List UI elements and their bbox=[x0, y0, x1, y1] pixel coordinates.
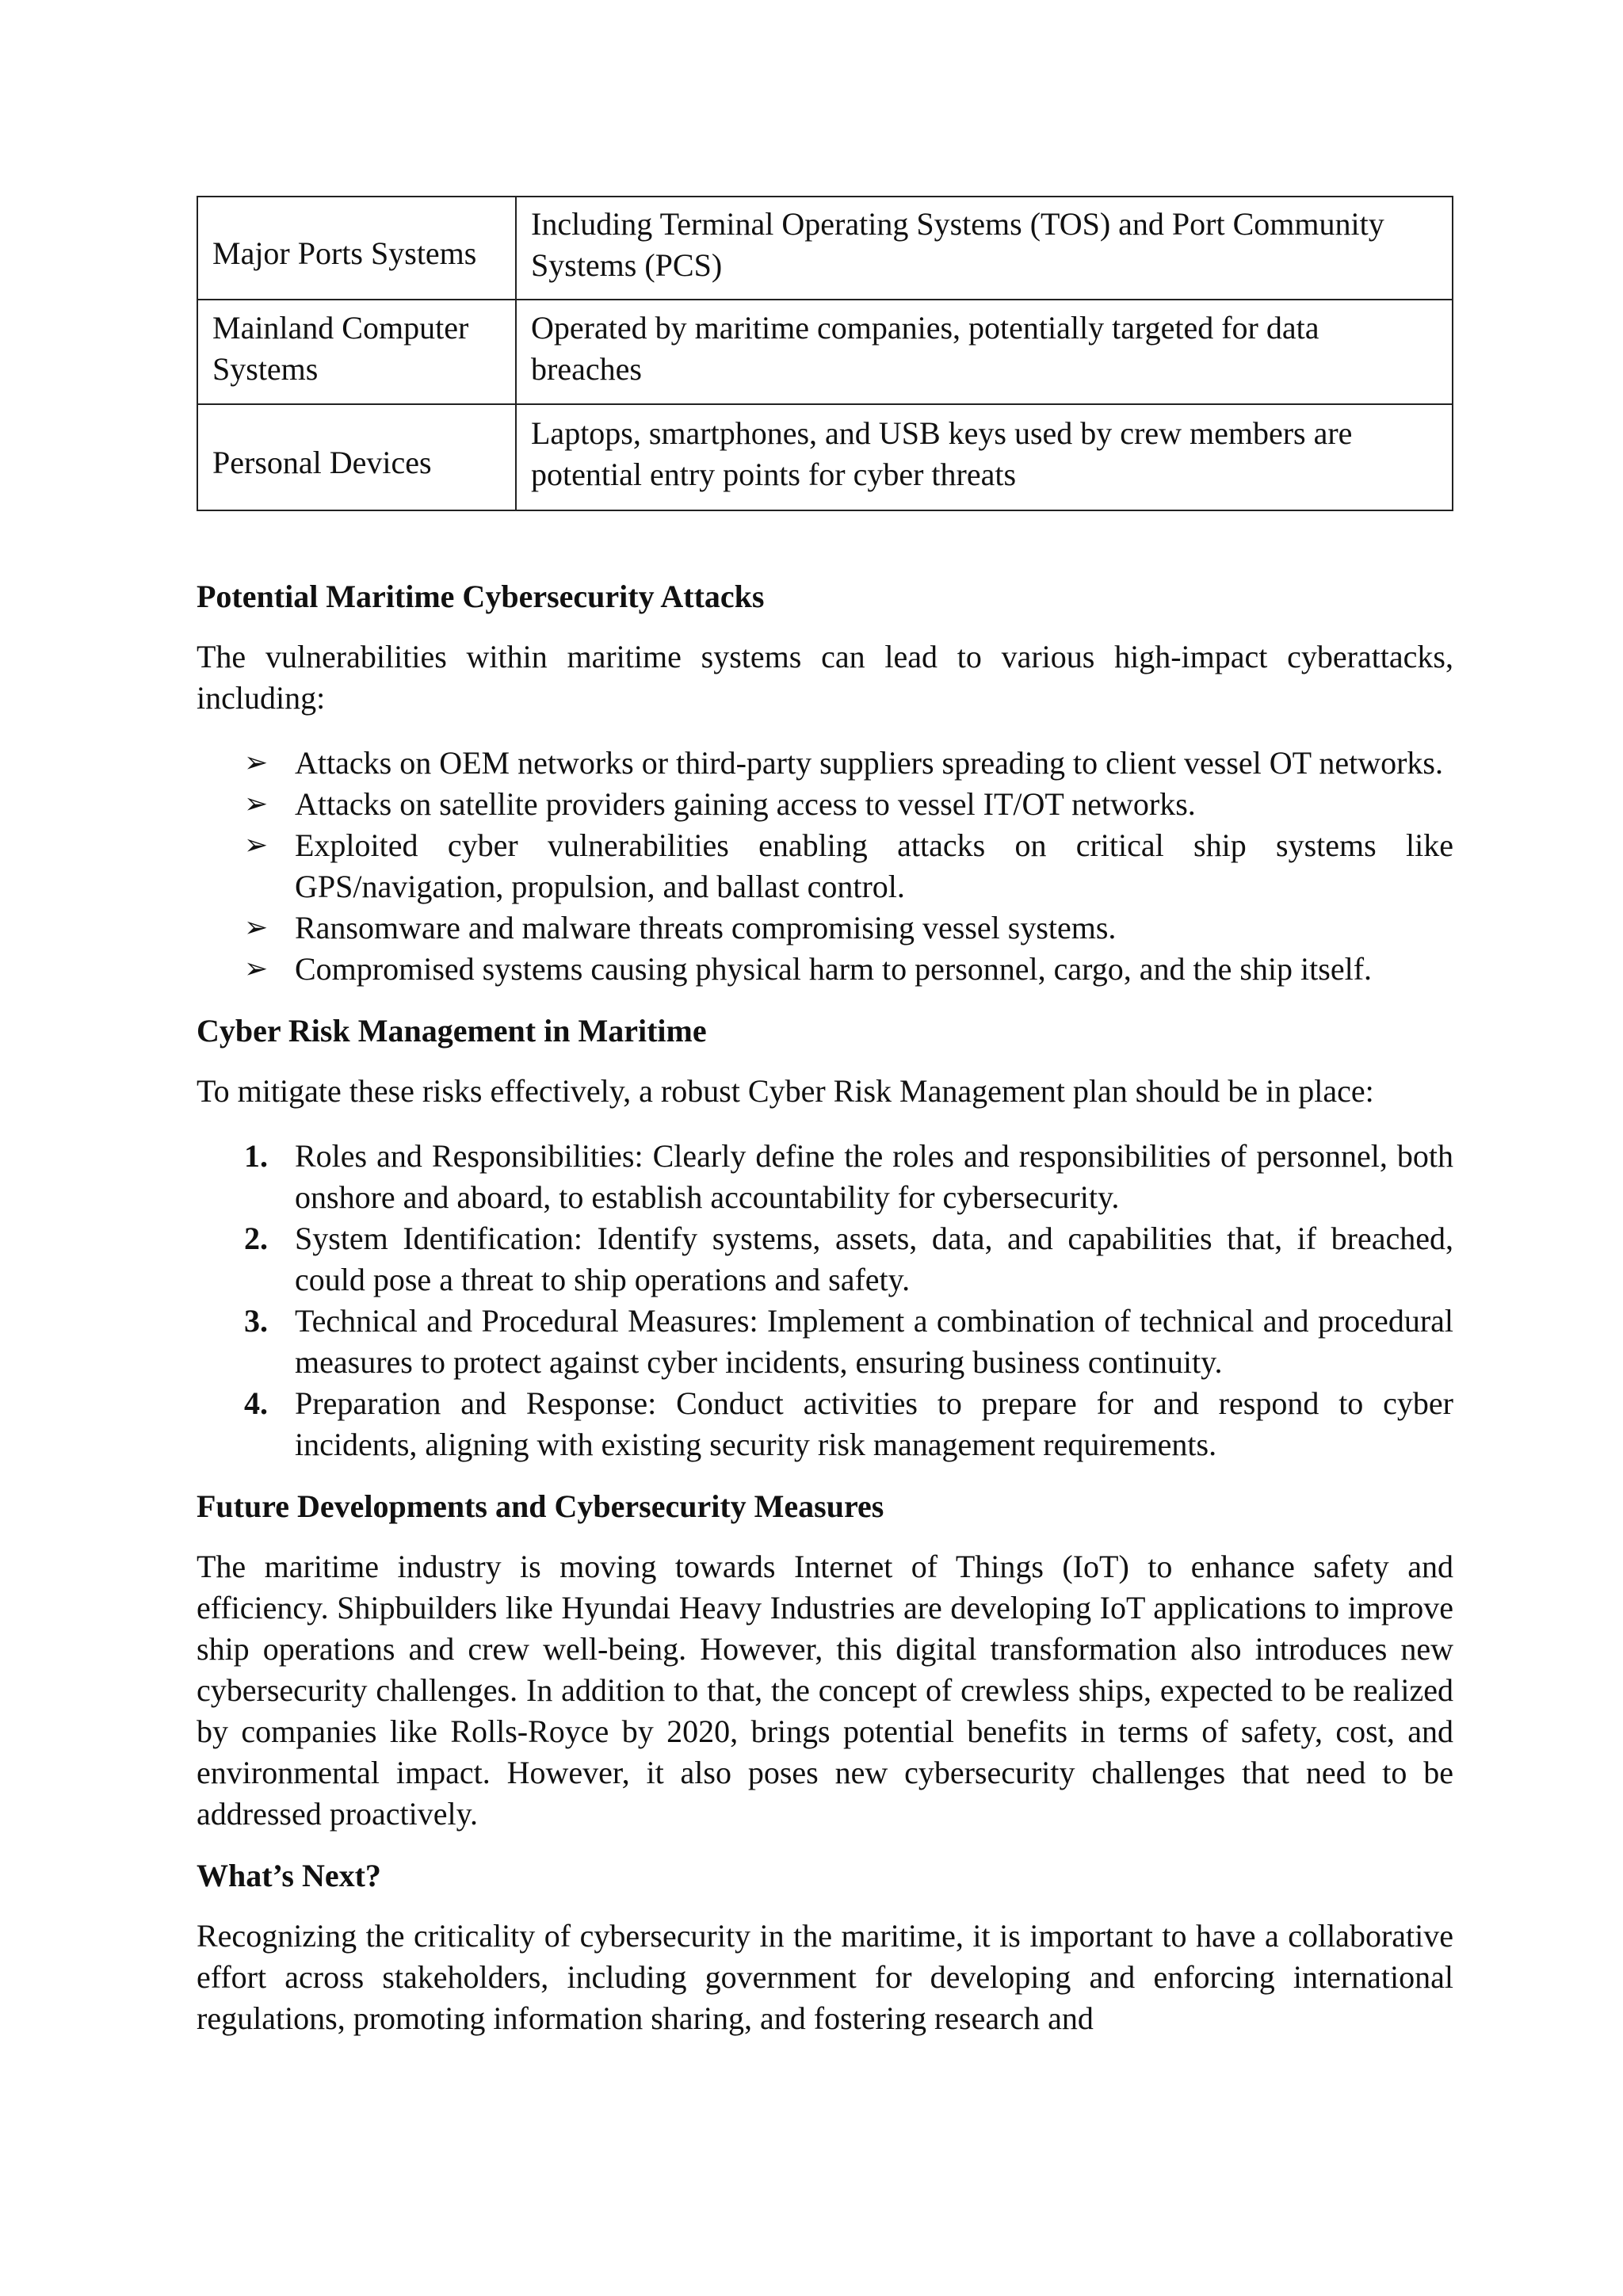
system-name-cell: Major Ports Systems bbox=[197, 197, 516, 300]
table-row bbox=[197, 300, 1453, 404]
risk-management-intro: To mitigate these risks effectively, a robust Cyber Risk Management plan should be in place: bbox=[197, 1073, 1374, 1109]
attacks-heading: Potential Maritime Cybersecurity Attacks bbox=[197, 579, 765, 614]
systems-table bbox=[197, 196, 1453, 511]
arrow-bullet-icon: ➢ bbox=[244, 953, 269, 985]
document-page bbox=[197, 196, 1453, 2039]
system-name-cell: Mainland Computer Systems bbox=[197, 300, 516, 404]
list-item: 4. Preparation and Response: Conduct activities to prepare for and respond to cyber incidents, aligning with existing security risk management requirements. bbox=[197, 1383, 1453, 1465]
attacks-list bbox=[197, 743, 1453, 990]
table-row bbox=[197, 197, 1453, 300]
system-description-cell: Including Terminal Operating Systems (TOS) and Port Community Systems (PCS) bbox=[516, 197, 1453, 300]
list-item: ➢ Ransomware and malware threats compromising vessel systems. bbox=[197, 907, 1453, 949]
list-number: 4. bbox=[244, 1385, 268, 1421]
list-item: ➢ Attacks on OEM networks or third-party suppliers spreading to client vessel OT networks. bbox=[197, 743, 1453, 784]
list-item: 1. Roles and Responsibilities: Clearly define the roles and responsibilities of personnel, both onshore and aboard, to establish accountability for cybersecurity. bbox=[197, 1136, 1453, 1218]
list-item: 3. Technical and Procedural Measures: Implement a combination of technical and procedural measures to protect against cyber incidents, ensuring business continuity. bbox=[197, 1301, 1453, 1383]
system-description-cell: Operated by maritime companies, potentially targeted for data breaches bbox=[516, 300, 1453, 404]
attacks-intro: The vulnerabilities within maritime systems can lead to various high-impact cyberattacks, including: bbox=[197, 639, 1453, 716]
list-item: ➢ Exploited cyber vulnerabilities enabling attacks on critical ship systems like GPS/navigation, propulsion, and ballast control. bbox=[197, 825, 1453, 907]
list-number: 1. bbox=[244, 1138, 268, 1174]
future-body: The maritime industry is moving towards Internet of Things (IoT) to enhance safety and efficiency. Shipbuilders like Hyundai Heavy Industries are developing IoT applications to improve ship operations and crew well-being. However, this digital transformation also introduces new cybersecurity challenges. In addition to that, the concept of crewless ships, expected to be realized by companies like Rolls-Royce by 2020, brings potential benefits in terms of safety, cost, and environmental impact. However, it also poses new cybersecurity challenges that need to be addressed proactively. bbox=[197, 1549, 1453, 1832]
arrow-bullet-icon: ➢ bbox=[244, 747, 269, 779]
system-description-cell: Laptops, smartphones, and USB keys used by crew members are potential entry points for cyber threats bbox=[516, 404, 1453, 510]
whats-next-heading: What’s Next? bbox=[197, 1858, 381, 1893]
arrow-bullet-icon: ➢ bbox=[244, 829, 269, 861]
list-item: ➢ Compromised systems causing physical harm to personnel, cargo, and the ship itself. bbox=[197, 949, 1453, 990]
arrow-bullet-icon: ➢ bbox=[244, 911, 269, 944]
list-item: ➢ Attacks on satellite providers gaining access to vessel IT/OT networks. bbox=[197, 784, 1453, 825]
system-name-cell: Personal Devices bbox=[197, 404, 516, 510]
arrow-bullet-icon: ➢ bbox=[244, 788, 269, 820]
risk-management-list bbox=[197, 1136, 1453, 1465]
list-number: 3. bbox=[244, 1303, 268, 1339]
list-item: 2. System Identification: Identify systems, assets, data, and capabilities that, if breached, could pose a threat to ship operations and safety. bbox=[197, 1218, 1453, 1301]
future-heading: Future Developments and Cybersecurity Measures bbox=[197, 1488, 884, 1524]
risk-management-heading: Cyber Risk Management in Maritime bbox=[197, 1013, 707, 1049]
whats-next-body: Recognizing the criticality of cybersecurity in the maritime, it is important to have a collaborative effort across stakeholders, including government for developing and enforcing international regulations, promoting information sharing, and fostering research and bbox=[197, 1918, 1453, 2036]
table-row bbox=[197, 404, 1453, 510]
list-number: 2. bbox=[244, 1221, 268, 1256]
